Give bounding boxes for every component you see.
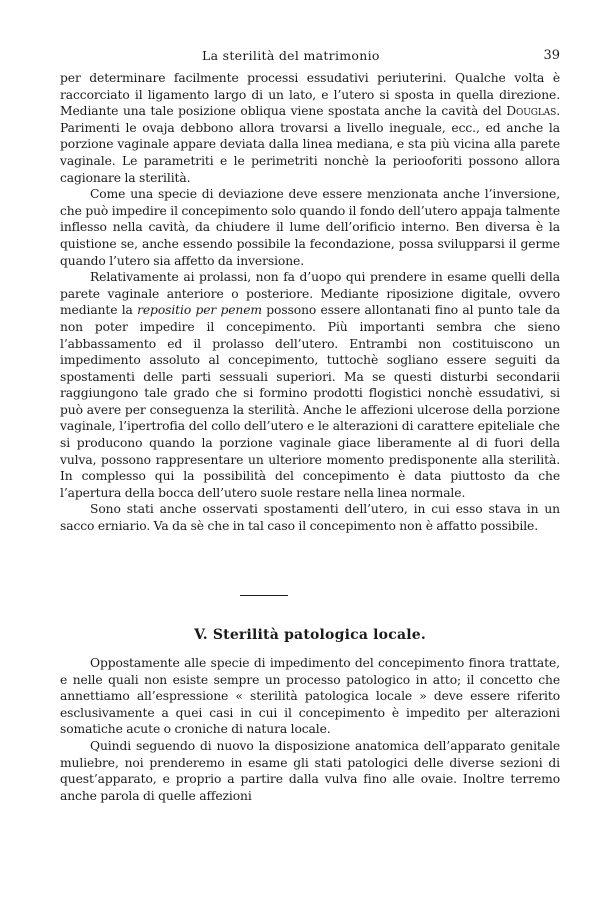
- body-text-continuation: [60, 70, 560, 535]
- paragraph-3-text-a: Relativamente ai prolassi, non fa d’uopo qui prendere in esame quelli della parete vaginale anteriore o posteriore. Mediante riposizione digitale, ovvero mediante la: [60, 270, 560, 318]
- paragraph-6: Quindi seguendo di nuovo la disposizione anatomica dell’apparato genitale muliebre, noi prenderemo in esame gli stati patologici delle diverse sezioni di quest’apparato, e propriо a partire dalla vulva fino alle ovaie. Inoltre terremo anche parola di quelle affezioni: [60, 738, 560, 803]
- paragraph-1-text-a: per determinare facilmente processi essudativi periuterini. Qualche volta è raccorciato il ligamento largo di un lato, e l’utero si sposta in quella direzione. Mediante una tale posizione obliqua viene spostata anche la cavità del: [60, 71, 560, 119]
- paragraph-3: [60, 269, 560, 501]
- paragraph-1: [60, 70, 560, 186]
- paragraph-5: Oppostamente alle specie di impedimento del concepimento finora trattate, e nelle quali non esiste sempre un processo patologico in atto; il concetto che annettiamo all’espressione « sterilità patologica locale » deve essere riferito esclusivamente a quei casi in cui il concepimento è impedito per alterazioni somatiche acute o croniche di natura locale.: [60, 656, 560, 737]
- body-text-section-v: [60, 655, 560, 804]
- section-divider: [240, 595, 288, 596]
- paragraph-1-text-b: . Parimenti le ovaja debbono allora trovarsi a livello ineguale, ecc., ed anche la porzione vaginale appare deviata dalla linea mediana, e sta più vicina alla parete vaginale. Le parametriti e le perimetriti nonchè la periooforiti possono allora cagionare la sterilità.: [60, 104, 560, 185]
- douglas-name: Douglas: [506, 104, 557, 119]
- latin-phrase: repositio per penem: [137, 303, 262, 318]
- section-title: V. Sterilità patologica locale.: [194, 627, 426, 643]
- paragraph-2: Come una specie di deviazione deve essere menzionata anche l’inversione, che può impedire il concepimento solo quando il fondo dell’utero appaja talmente inflesso nella cavità, da chiudere il lume dell’orificio interno. Ben diversa è la quistione se, anche essendo possibile la fecondazione, possa svilupparsi il germe quando l’utero sia affetto da inversione.: [60, 187, 560, 268]
- paragraph-3-text-b: possono essere allontanati fino al punto tale da non poter impedire il concepimento. Più importanti sembra che sieno l’abbassamento ed il prolasso dell’utero. Entrambi non costituiscono un impedimento assoluto al concepimento, tuttochè sogliano essere seguiti da spostamenti delle parti sessuali superiori. Ma se questi disturbi secondarii raggiungono tale grado che si formino prodotti flogistici nonchè essudativi, si può avere per conseguenza la sterilità. Anche le affezioni ulcerose della porzione vaginale, l’ipertrofia del collo dell’utero e le alterazioni di carattere epiteliale che si producono quando la porzione vaginale giace liberamente al di fuori della vulva, possono rappresentare un ulteriore momento predisponente alla sterilità. In complesso qui la possibilità del concepimento è data piuttosto da che l’apertura della bocca dell’utero suole restare nella linea normale.: [60, 303, 560, 500]
- paragraph-4: Sono stati anche osservati spostamenti dell’utero, in cui esso stava in un sacco erniario. Va da sè che in tal caso il concepimento non è affatto possibile.: [60, 502, 560, 534]
- page-header: [60, 48, 560, 66]
- page-number: 39: [543, 48, 560, 63]
- running-title: La sterilità del matrimonio: [202, 48, 380, 63]
